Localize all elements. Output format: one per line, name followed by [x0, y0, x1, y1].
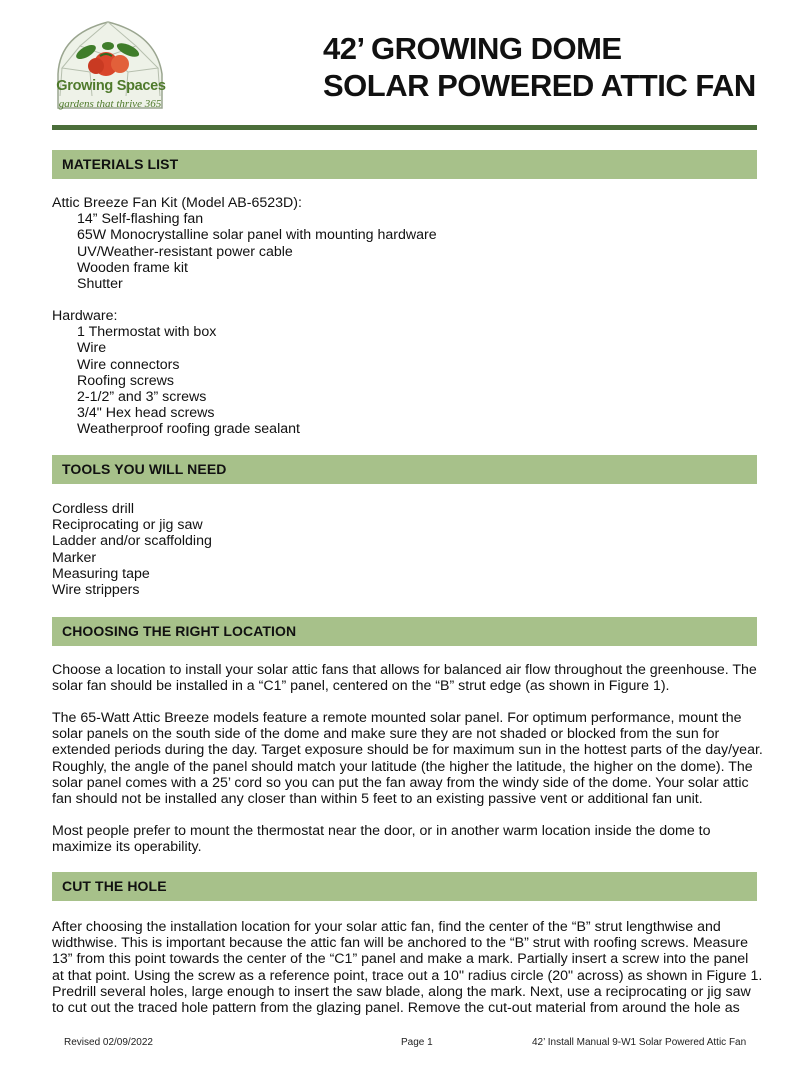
hardware-list [52, 308, 762, 438]
title-line-1: 42’ GROWING DOME [323, 31, 622, 66]
tool-item: Marker [52, 549, 97, 566]
hardware-item: 2-1/2” and 3” screws [77, 389, 207, 406]
tool-item: Cordless drill [52, 501, 134, 517]
location-paragraph-1 [52, 662, 764, 694]
tool-item: Ladder and/or scaffolding [52, 533, 212, 550]
tool-item: Wire strippers [52, 582, 140, 599]
page-title [323, 30, 756, 104]
kit-title: Attic Breeze Fan Kit (Model AB-6523D): [52, 195, 302, 211]
hardware-item: Wire [77, 340, 107, 357]
cut-heading: CUT THE HOLE [62, 878, 167, 894]
location-text-1: Choose a location to install your solar attic fans that allows for balanced air flow throughout the greenhouse. The solar fan should be installed in a “C1” panel, centered on the “B” strut edge (as shown in Figure 1). [52, 662, 757, 695]
hardware-item: Roofing screws [77, 372, 174, 389]
logo-brand-name: Growing Spaces [56, 78, 166, 94]
kit-item: Shutter [77, 276, 123, 293]
kit-list [52, 195, 762, 292]
kit-item: 14” Self-flashing fan [77, 211, 204, 228]
logo-tagline: gardens that thrive 365 [58, 98, 162, 110]
location-text-3: Most people prefer to mount the thermostat near the door, or in another warm location inside the dome to maximize its operability. [52, 823, 711, 856]
hardware-item: 1 Thermostat with box [77, 324, 217, 341]
footer-page-number: Page 1 [401, 1037, 433, 1048]
location-heading-bar [52, 617, 757, 646]
hardware-item: Weatherproof roofing grade sealant [77, 421, 300, 438]
hardware-item: Wire connectors [77, 356, 180, 373]
materials-heading-bar [52, 150, 757, 179]
footer-document-title: 42’ Install Manual 9-W1 Solar Powered Attic Fan [532, 1037, 747, 1048]
hardware-item: 3/4" Hex head screws [77, 405, 215, 422]
header-divider [52, 125, 757, 130]
growing-spaces-logo [50, 16, 170, 116]
footer-revised: Revised 02/09/2022 [64, 1037, 153, 1048]
location-paragraph-3 [52, 823, 764, 855]
tools-list [52, 501, 762, 598]
materials-heading: MATERIALS LIST [62, 156, 179, 172]
hardware-title: Hardware: [52, 308, 118, 324]
title-line-2: SOLAR POWERED ATTIC FAN [323, 68, 756, 103]
location-paragraph-2 [52, 710, 764, 807]
kit-item: Wooden frame kit [77, 259, 188, 276]
cut-paragraph [52, 919, 764, 1016]
cut-text: After choosing the installation location for your solar attic fan, find the center of the “B” strut lengthwise and widthwise. This is important because the attic fan will be anchored to the “B” strut with roofing screws. Measure 13” from this point towards the center of the “C1” panel and make a mark. Partially insert a screw into the panel at that point. Using the screw as a reference point, trace out a 10" radius circle (20" across) as shown in Figure 1. Predrill several holes, large enough to insert the saw blade, along the mark. Next, use a reciprocating or jig saw to cut out the traced hole pattern from the glazing panel. Remove the cut-out material from around the hole as [52, 919, 763, 1017]
location-heading: CHOOSING THE RIGHT LOCATION [62, 623, 297, 639]
tool-item: Reciprocating or jig saw [52, 517, 203, 534]
kit-item: 65W Monocrystalline solar panel with mounting hardware [77, 227, 437, 244]
tools-heading: TOOLS YOU WILL NEED [62, 461, 227, 477]
cut-heading-bar [52, 872, 757, 901]
kit-item: UV/Weather-resistant power cable [77, 243, 293, 260]
location-text-2: The 65-Watt Attic Breeze models feature a remote mounted solar panel. For optimum performance, mount the solar panels on the south side of the dome and make sure they are not shaded or blocked from the sun for extended periods during the day. Target exposure should be for maximum sun in the hottest parts of the day/year. Roughly, the angle of the panel should match your latitude (the higher the latitude, the higher on the dome). The solar panel comes with a 25’ cord so you can put the fan away from the windy side of the dome. Your solar attic fan should not be installed any closer than within 5 feet to an existing passive vent or additional fan unit. [52, 710, 763, 808]
tool-item: Measuring tape [52, 565, 150, 582]
tools-heading-bar [52, 455, 757, 484]
